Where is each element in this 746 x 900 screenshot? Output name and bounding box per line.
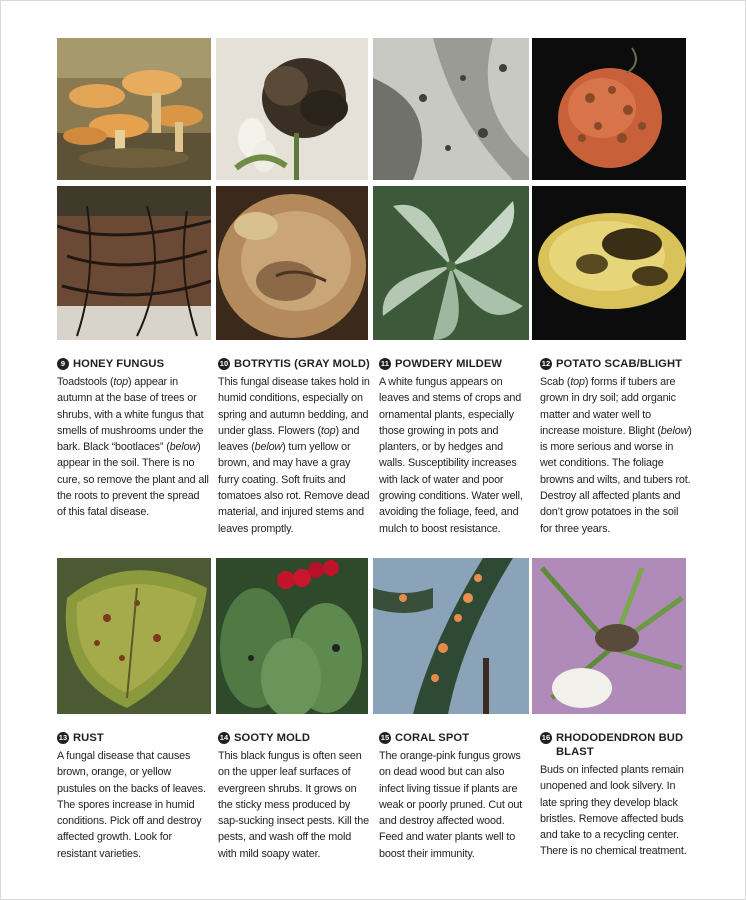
entry-body	[57, 748, 209, 862]
entry-body	[218, 374, 370, 537]
photo-powdery-mildew-leaves	[373, 186, 529, 340]
entry-botrytis	[218, 357, 370, 537]
photo-powdery-mildew-bark	[373, 38, 529, 180]
photo-botrytis-leaf	[216, 186, 368, 340]
italic-run: below	[660, 424, 689, 437]
italic-run: below	[254, 441, 283, 454]
entry-rhododendron-bud-blast	[540, 731, 692, 860]
photo-botrytis-flower	[216, 38, 368, 180]
entry-number-badge: 13	[58, 733, 68, 742]
text-run: Toadstools (	[57, 376, 114, 388]
entry-number-badge: 9	[57, 358, 69, 370]
entry-number-badge: 15	[380, 733, 390, 742]
entry-title: RHODODENDRON BUD BLAST	[556, 732, 684, 758]
entry-body	[218, 748, 370, 862]
entry-title: SOOTY MOLD	[234, 732, 311, 744]
entry-rust	[57, 731, 209, 862]
text-run: Scab (	[540, 376, 571, 388]
entry-title: POTATO SCAB/BLIGHT	[556, 358, 683, 370]
entry-heading	[218, 731, 370, 745]
entry-number-badge: 12	[541, 359, 551, 368]
entry-powdery-mildew	[379, 357, 531, 537]
entry-body	[379, 374, 531, 537]
entry-potato-scab-blight	[540, 357, 692, 537]
photo-sooty-mold	[216, 558, 368, 714]
entry-number-badge: 10	[219, 359, 229, 368]
photo-honey-fungus-toadstools	[57, 38, 211, 180]
entry-coral-spot	[379, 731, 531, 862]
entry-body	[379, 748, 531, 862]
entry-heading	[379, 731, 531, 745]
entry-title: BOTRYTIS (GRAY MOLD)	[234, 358, 370, 370]
entry-heading	[379, 357, 531, 371]
entry-number-badge: 16	[541, 733, 551, 742]
entry-heading	[540, 357, 692, 371]
italic-run: top	[113, 376, 128, 388]
entry-body	[57, 374, 209, 521]
text-run: ) is more serious and worse in wet conditions. The foliage browns and wilts, and tubers rot. Destroy all affected plants and don’t grow potatoes in the soil for three years.	[540, 424, 692, 535]
text-run: Buds on infected plants remain unopened and look silvery. In late spring they develop black bristles. Remove affected buds and take to a recycling center. There is no chemical treatment.	[540, 764, 687, 858]
italic-run: top	[320, 424, 336, 437]
photo-rust-leaf	[57, 558, 211, 714]
text-run: ) appear in the soil. There is no cure, so remove the plant and all the roots to prevent the spread of this fatal disease.	[57, 441, 209, 519]
text-run: A white fungus appears on leaves and stems of crops and ornamental plants, especially those growing in pots and planters, or by hedges and walls. Susceptibility increases with lack of water and poor growing conditions. Water well, avoiding the foliage, feed, and mulch to boost resistance.	[379, 376, 523, 535]
entry-number-badge: 11	[380, 359, 390, 368]
entry-honey-fungus	[57, 357, 209, 521]
text-run: ) turn yellow or brown, and may have a gray furry coating. Soft fruits and tomatoes also rot. Remove dead material, and injured stems and leaves promptly.	[218, 441, 370, 535]
entry-number-badge: 14	[219, 733, 229, 742]
entry-body	[540, 374, 692, 537]
entry-title: HONEY FUNGUS	[73, 358, 165, 370]
entry-title: RUST	[73, 732, 104, 744]
text-run: ) and leaves (	[218, 424, 360, 454]
text-run: This black fungus is often seen on the upper leaf surfaces of evergreen shrubs. It grows on the sticky mess produced by sap-sucking insect pests. Kill the pests, and wash off the mold with mild soapy water.	[218, 750, 369, 860]
entry-sooty-mold	[218, 731, 370, 862]
text-run: ) appear in autumn at the base of trees or shrubs, with a white fungus that smells of mushrooms under the bark. Black “bootlaces” (	[57, 376, 204, 454]
entry-heading	[540, 731, 692, 759]
photo-honey-fungus-bootlaces	[57, 186, 211, 340]
photo-potato-blight	[532, 186, 686, 340]
photo-coral-spot	[373, 558, 529, 714]
entry-title: CORAL SPOT	[395, 732, 470, 744]
italic-run: top	[570, 376, 585, 388]
text-run: The orange-pink fungus grows on dead wood but can also infect living tissue if plants are weak or poorly pruned. Cut out and destroy affected wood. Feed and water plants well to boost their immunity.	[379, 750, 523, 860]
italic-run: below	[169, 441, 198, 454]
entry-body	[540, 762, 692, 860]
entry-heading	[218, 357, 370, 371]
photo-rhododendron-bud	[532, 558, 686, 714]
text-run: ) forms if tubers are grown in dry soil; add organic matter and water well to increase moisture. Blight (	[540, 376, 676, 437]
entry-heading	[57, 731, 209, 745]
photo-potato-scab	[532, 38, 686, 180]
text-run: A fungal disease that causes brown, orange, or yellow pustules on the backs of leaves. The spores increase in humid conditions. Pick off and destroy affected growth. Look for resistant varieties.	[57, 750, 206, 860]
text-run: This fungal disease takes hold in humid conditions, especially on spring and autumn bedding, and under glass. Flowers (	[218, 376, 370, 437]
entry-heading	[57, 357, 209, 371]
entry-title: POWDERY MILDEW	[395, 358, 503, 370]
